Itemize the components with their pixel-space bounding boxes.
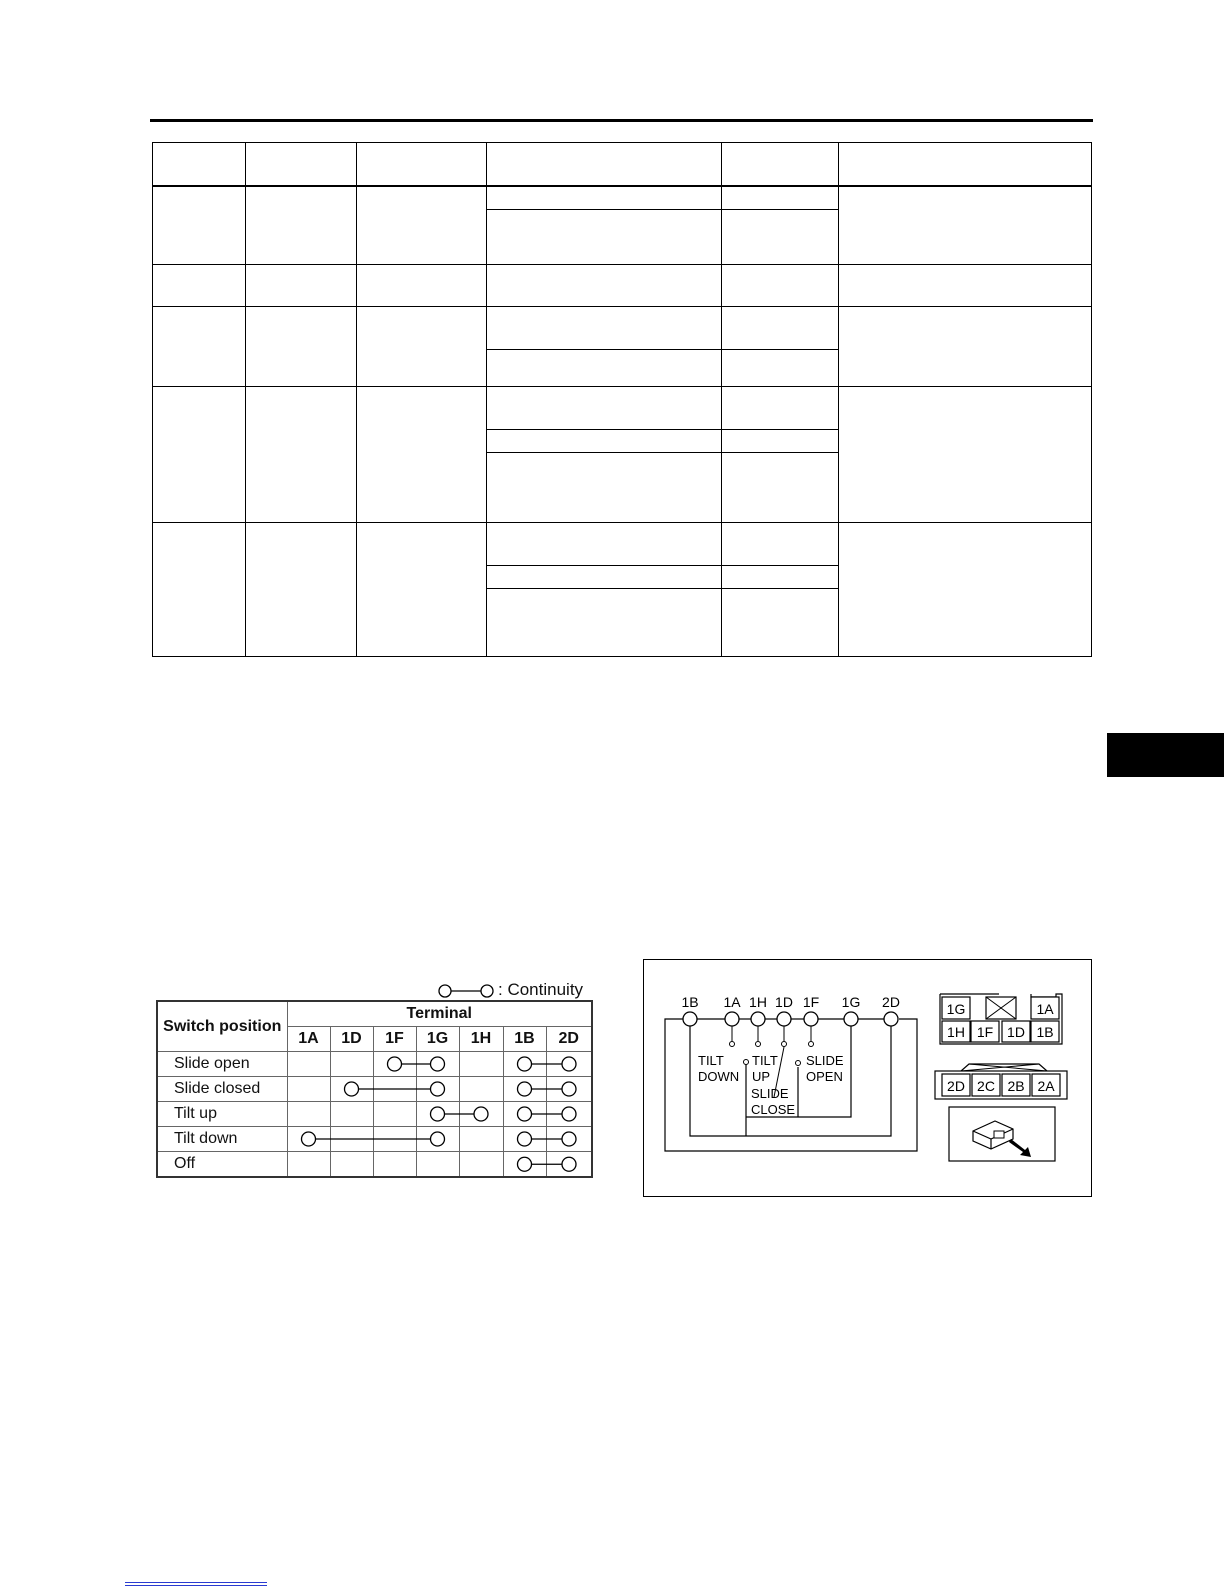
switch-label: UP (752, 1069, 771, 1084)
switch-label: OPEN (806, 1069, 843, 1084)
pin-label: 1H (947, 1024, 965, 1040)
terminal-header: Terminal (287, 1001, 592, 1027)
switch-label: TILT (698, 1053, 724, 1068)
pin-label: 1A (1036, 1001, 1054, 1017)
continuity-legend-label: : Continuity (498, 980, 584, 999)
continuity-terminal-mark (562, 1107, 576, 1121)
continuity-terminal-mark (518, 1082, 532, 1096)
terminal-label: 1D (775, 994, 793, 1010)
terminal-label: 2D (882, 994, 900, 1010)
terminal-label: 1H (749, 994, 767, 1010)
continuity-terminal-mark (562, 1157, 576, 1171)
switch-position-label: Tilt down (157, 1127, 287, 1152)
continuity-terminal-mark (518, 1132, 532, 1146)
switch-position-label: Off (157, 1152, 287, 1178)
connector-2 (935, 1064, 1067, 1099)
pin-label: 1D (1007, 1024, 1025, 1040)
pin-label: 2C (977, 1078, 995, 1094)
continuity-terminal-mark (518, 1107, 532, 1121)
connector-1 (940, 994, 1062, 1044)
continuity-terminal-mark (302, 1132, 316, 1146)
continuity-terminal-mark (562, 1132, 576, 1146)
pin-label: 1G (946, 1001, 966, 1017)
terminal-col-header: 2D (546, 1027, 592, 1052)
pin-label: 2B (1007, 1078, 1025, 1094)
terminal-col-header: 1B (503, 1027, 546, 1052)
pin-label: 2A (1037, 1078, 1055, 1094)
switch-position-label: Tilt up (157, 1102, 287, 1127)
switch-label: SLIDE (751, 1086, 789, 1101)
switch-label: CLOSE (751, 1102, 796, 1117)
terminal-label: 1B (681, 994, 699, 1010)
pin-label: 1F (976, 1024, 994, 1040)
pin-label: 1B (1036, 1024, 1054, 1040)
switch-position-label: Slide closed (157, 1077, 287, 1102)
continuity-terminal-mark (431, 1082, 445, 1096)
continuity-terminal-mark (345, 1082, 359, 1096)
continuity-terminal-mark (431, 1107, 445, 1121)
continuity-terminal-mark (388, 1057, 402, 1071)
switch-position-label: Slide open (157, 1052, 287, 1077)
switch-position-header: Switch position (157, 1001, 287, 1052)
continuity-terminal-mark (431, 1132, 445, 1146)
terminal-col-header: 1H (459, 1027, 503, 1052)
terminal-col-header: 1D (330, 1027, 373, 1052)
continuity-terminal-mark (562, 1057, 576, 1071)
switch-label: SLIDE (806, 1053, 844, 1068)
terminal-col-header: 1A (287, 1027, 330, 1052)
connector-view-icon (949, 1107, 1055, 1161)
continuity-terminal-mark (431, 1057, 445, 1071)
switch-wiring-diagram (643, 959, 1090, 1195)
continuity-terminal-mark (474, 1107, 488, 1121)
continuity-terminal-mark (518, 1057, 532, 1071)
terminal-col-header: 1G (416, 1027, 459, 1052)
terminal-label: 1G (841, 994, 861, 1010)
pin-label: 2D (947, 1078, 965, 1094)
switch-label: TILT (752, 1053, 778, 1068)
continuity-terminal-mark (518, 1157, 532, 1171)
footer-link-line (125, 1582, 267, 1583)
continuity-terminal-mark (562, 1082, 576, 1096)
terminal-label: 1F (802, 994, 820, 1010)
terminal-label: 1A (723, 994, 741, 1010)
terminal-col-header: 1F (373, 1027, 416, 1052)
switch-label: DOWN (698, 1069, 740, 1084)
